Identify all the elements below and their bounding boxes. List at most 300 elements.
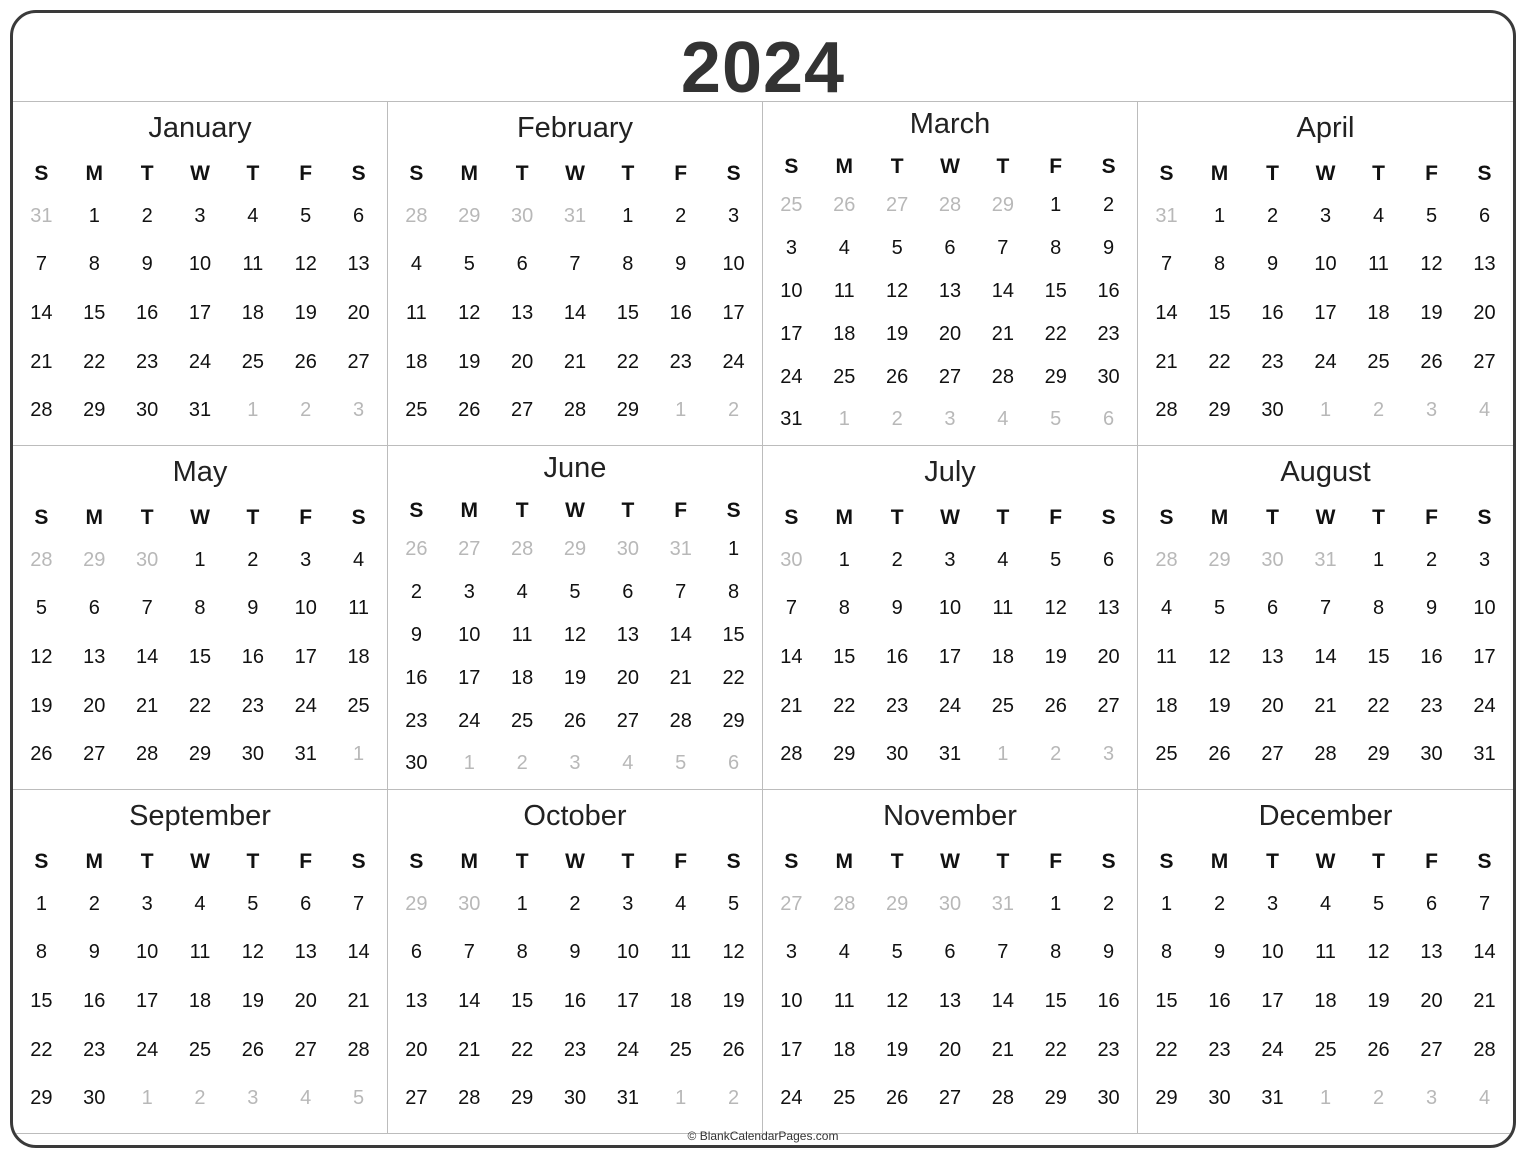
weekday-header-row [1140, 500, 1511, 536]
adjacent-month-day: 1 [463, 752, 475, 775]
day-cell: 1 [1213, 204, 1226, 227]
day-cell: 22 [188, 694, 212, 717]
week-row [15, 682, 385, 731]
day-cell: 2 [569, 892, 581, 915]
day-cell: 12 [886, 279, 909, 302]
week-row [765, 184, 1135, 227]
adjacent-month-day: 29 [405, 892, 428, 915]
adjacent-month-day: 30 [458, 892, 481, 915]
day-cell: 26 [1044, 694, 1067, 717]
adjacent-month-day: 31 [30, 204, 53, 227]
day-cell: 13 [511, 301, 534, 324]
weekday-label: W [940, 850, 960, 873]
day-cell: 29 [1155, 1087, 1178, 1110]
weekday-header-row [765, 150, 1135, 184]
week-row [1140, 585, 1511, 634]
day-cell: 12 [886, 989, 909, 1012]
weekday-label: M [835, 155, 854, 178]
week-row [390, 614, 760, 657]
day-cell: 24 [1261, 1038, 1284, 1061]
weekday-label: S [351, 162, 366, 185]
adjacent-month-day: 29 [886, 892, 909, 915]
weekday-label: T [1266, 850, 1279, 873]
day-cell: 19 [458, 350, 481, 373]
day-cell: 29 [511, 1087, 534, 1110]
day-cell: 16 [405, 666, 428, 689]
week-row [1140, 977, 1511, 1026]
weekday-label: F [1049, 155, 1063, 178]
day-cell: 31 [294, 743, 317, 766]
day-cell: 14 [563, 301, 587, 324]
day-cell: 19 [886, 322, 909, 345]
day-cell: 26 [1208, 743, 1231, 766]
day-cell: 23 [1097, 322, 1120, 345]
day-cell: 21 [1314, 694, 1337, 717]
weekday-label: M [460, 499, 479, 522]
week-row [765, 398, 1135, 441]
day-cell: 7 [1319, 597, 1332, 620]
weekday-label: T [996, 155, 1010, 178]
week-row [765, 633, 1135, 682]
day-cell: 18 [1314, 989, 1337, 1012]
day-cell: 26 [30, 743, 53, 766]
adjacent-month-day: 4 [997, 408, 1009, 431]
day-cell: 30 [1420, 743, 1443, 766]
day-cell: 3 [785, 236, 797, 259]
day-cell: 20 [616, 666, 639, 689]
day-cell: 18 [1155, 694, 1178, 717]
day-cell: 27 [938, 1087, 962, 1110]
day-cell: 21 [991, 322, 1014, 345]
day-cell: 16 [563, 989, 587, 1012]
day-cell: 1 [1050, 193, 1062, 216]
day-cell: 2 [1266, 204, 1279, 227]
week-row [15, 585, 385, 634]
week-row [390, 241, 760, 290]
day-cell: 25 [833, 1087, 856, 1110]
day-cell: 4 [247, 204, 259, 227]
day-cell: 17 [188, 301, 212, 324]
adjacent-month-day: 3 [1425, 1087, 1438, 1110]
adjacent-month-day: 3 [944, 408, 956, 431]
weekday-label: S [1477, 506, 1492, 529]
day-cell: 19 [1044, 645, 1067, 668]
weekday-label: S [351, 506, 366, 529]
day-cell: 19 [241, 989, 264, 1012]
day-cell: 27 [347, 350, 370, 373]
day-cell: 10 [722, 253, 745, 276]
day-cell: 4 [838, 236, 850, 259]
month-july [763, 446, 1138, 790]
day-cell: 2 [88, 892, 100, 915]
day-cell: 30 [405, 752, 428, 775]
day-cell: 19 [30, 694, 53, 717]
day-cell: 31 [188, 399, 212, 422]
day-cell: 2 [675, 204, 687, 227]
day-cell: 10 [1473, 597, 1496, 620]
day-cell: 6 [944, 236, 956, 259]
adjacent-month-day: 3 [247, 1087, 259, 1110]
day-cell: 19 [722, 989, 745, 1012]
weekday-label: S [726, 850, 741, 873]
day-cell: 6 [300, 892, 312, 915]
day-cell: 8 [1050, 236, 1062, 259]
adjacent-month-day: 1 [675, 399, 687, 422]
day-cell: 28 [1155, 399, 1178, 422]
day-cell: 14 [30, 301, 53, 324]
day-cell: 27 [1420, 1038, 1443, 1061]
day-cell: 10 [938, 597, 962, 620]
adjacent-month-day: 27 [458, 537, 481, 560]
adjacent-month-day: 5 [675, 752, 687, 775]
day-cell: 29 [1367, 743, 1390, 766]
adjacent-month-day: 1 [997, 743, 1009, 766]
day-cell: 6 [410, 941, 422, 964]
weekday-label: S [1101, 155, 1116, 178]
day-cell: 3 [728, 204, 740, 227]
week-row [1140, 289, 1511, 338]
day-cell: 2 [141, 204, 153, 227]
day-cell: 11 [833, 279, 855, 302]
month-march [763, 102, 1138, 446]
day-cell: 4 [1160, 597, 1173, 620]
adjacent-month-day: 28 [938, 193, 962, 216]
day-cell: 7 [141, 597, 153, 620]
weekday-label: M [460, 850, 479, 873]
adjacent-month-day: 4 [1478, 1087, 1491, 1110]
day-cell: 15 [616, 301, 639, 324]
adjacent-month-day: 2 [891, 408, 903, 431]
weekday-label: F [674, 499, 688, 522]
adjacent-month-day: 26 [833, 193, 856, 216]
week-row [390, 192, 760, 241]
day-cell: 20 [1261, 694, 1284, 717]
day-cell: 28 [991, 1087, 1014, 1110]
month-may [13, 446, 388, 790]
day-cell: 1 [88, 204, 100, 227]
day-cell: 20 [347, 301, 370, 324]
week-row [765, 356, 1135, 399]
weekday-header-row [1140, 844, 1511, 880]
day-cell: 21 [1155, 350, 1178, 373]
week-row [15, 241, 385, 290]
weekday-label: F [1425, 850, 1438, 873]
adjacent-month-day: 4 [1478, 399, 1491, 422]
day-cell: 28 [347, 1038, 370, 1061]
day-cell: 20 [1473, 301, 1496, 324]
weekday-label: W [565, 850, 585, 873]
day-cell: 4 [675, 892, 687, 915]
day-cell: 14 [1473, 941, 1496, 964]
weekday-header-row [390, 494, 760, 528]
month-name: June [543, 452, 607, 484]
day-cell: 5 [1372, 892, 1385, 915]
day-cell: 5 [1425, 204, 1438, 227]
day-cell: 17 [938, 645, 962, 668]
month-name: December [1258, 800, 1393, 832]
week-row [390, 700, 760, 743]
weekday-label: F [674, 850, 688, 873]
weekday-label: W [190, 850, 210, 873]
day-cell: 15 [1155, 989, 1178, 1012]
day-cell: 3 [1266, 892, 1279, 915]
day-cell: 14 [347, 941, 370, 964]
day-cell: 31 [780, 408, 803, 431]
adjacent-month-day: 28 [511, 537, 534, 560]
day-cell: 24 [722, 350, 745, 373]
day-cell: 29 [1044, 365, 1067, 388]
day-cell: 5 [463, 253, 475, 276]
weekday-label: T [1372, 506, 1385, 529]
month-name: September [129, 800, 271, 832]
day-cell: 27 [511, 399, 534, 422]
day-cell: 6 [88, 597, 100, 620]
day-cell: 25 [669, 1038, 692, 1061]
weekday-label: F [1049, 506, 1063, 529]
day-cell: 1 [1160, 892, 1173, 915]
day-cell: 4 [1319, 892, 1332, 915]
day-cell: 5 [891, 236, 903, 259]
week-row [765, 536, 1135, 585]
day-cell: 23 [405, 709, 428, 732]
weekday-header-row [15, 844, 385, 880]
day-cell: 13 [938, 279, 962, 302]
week-row [765, 929, 1135, 978]
day-cell: 27 [938, 365, 962, 388]
week-row [765, 585, 1135, 634]
adjacent-month-day: 29 [991, 193, 1014, 216]
day-cell: 12 [241, 941, 264, 964]
weekday-label: M [85, 162, 104, 185]
week-row [390, 386, 760, 435]
day-cell: 2 [891, 548, 903, 571]
day-cell: 28 [1314, 743, 1337, 766]
adjacent-month-day: 28 [405, 204, 428, 227]
day-cell: 6 [516, 253, 528, 276]
day-cell: 8 [88, 253, 100, 276]
day-cell: 23 [83, 1038, 106, 1061]
weekday-header-row [390, 156, 760, 192]
day-cell: 26 [1367, 1038, 1390, 1061]
day-cell: 16 [1208, 989, 1231, 1012]
adjacent-month-day: 28 [1155, 548, 1178, 571]
adjacent-month-day: 1 [675, 1087, 687, 1110]
day-cell: 25 [833, 365, 856, 388]
weekday-label: W [565, 162, 585, 185]
day-cell: 29 [30, 1087, 53, 1110]
day-cell: 22 [1044, 322, 1067, 345]
adjacent-month-day: 31 [669, 537, 692, 560]
weekday-label: S [1101, 506, 1116, 529]
day-cell: 25 [1314, 1038, 1337, 1061]
day-cell: 14 [780, 645, 803, 668]
day-cell: 16 [83, 989, 106, 1012]
weekday-label: T [246, 506, 260, 529]
adjacent-month-day: 2 [1372, 399, 1385, 422]
day-cell: 7 [463, 941, 475, 964]
weekday-label: S [726, 162, 741, 185]
day-cell: 25 [1155, 743, 1178, 766]
day-cell: 25 [405, 399, 428, 422]
weekday-label: M [85, 850, 104, 873]
weekday-label: S [784, 506, 799, 529]
adjacent-month-day: 27 [780, 892, 803, 915]
day-cell: 26 [241, 1038, 264, 1061]
week-row [390, 657, 760, 700]
day-cell: 18 [1367, 301, 1390, 324]
day-cell: 15 [1367, 645, 1390, 668]
day-cell: 18 [669, 989, 692, 1012]
day-cell: 3 [785, 941, 797, 964]
adjacent-month-day: 2 [1050, 743, 1062, 766]
weekday-label: S [784, 155, 799, 178]
day-cell: 2 [1103, 193, 1115, 216]
weekday-label: F [1049, 850, 1063, 873]
day-cell: 21 [136, 694, 159, 717]
weekday-label: T [890, 850, 904, 873]
day-cell: 14 [458, 989, 481, 1012]
day-cell: 14 [136, 645, 159, 668]
weekday-label: S [1477, 850, 1492, 873]
day-cell: 5 [35, 597, 47, 620]
weekday-label: T [1266, 506, 1279, 529]
day-cell: 17 [1261, 989, 1284, 1012]
weekday-label: W [1315, 506, 1336, 529]
day-cell: 30 [241, 743, 264, 766]
weekday-header-row [1140, 156, 1511, 192]
week-row [765, 313, 1135, 356]
weekday-label: T [890, 155, 904, 178]
day-cell: 9 [247, 597, 259, 620]
adjacent-month-day: 31 [1314, 548, 1337, 571]
day-cell: 11 [242, 253, 264, 276]
weekday-header-row [390, 844, 760, 880]
day-cell: 29 [833, 743, 856, 766]
week-row [765, 977, 1135, 1026]
day-cell: 11 [833, 989, 855, 1012]
day-cell: 11 [1368, 253, 1389, 276]
day-cell: 13 [405, 989, 428, 1012]
day-cell: 4 [997, 548, 1009, 571]
weekday-label: T [621, 499, 635, 522]
month-name: April [1296, 112, 1355, 144]
day-cell: 24 [780, 365, 803, 388]
weekday-label: F [299, 506, 313, 529]
adjacent-month-day: 6 [728, 752, 740, 775]
day-cell: 10 [780, 989, 803, 1012]
day-cell: 12 [30, 645, 53, 668]
day-cell: 6 [1266, 597, 1279, 620]
weekday-label: S [409, 850, 424, 873]
day-cell: 27 [405, 1087, 428, 1110]
week-row [1140, 880, 1511, 929]
day-cell: 13 [294, 941, 317, 964]
weekday-label: W [940, 506, 960, 529]
day-cell: 27 [83, 743, 106, 766]
weekday-label: M [85, 506, 104, 529]
weekday-label: T [140, 506, 154, 529]
day-cell: 1 [35, 892, 47, 915]
weekday-label: S [1477, 162, 1492, 185]
week-row [1140, 192, 1511, 241]
week-row [390, 742, 760, 785]
day-cell: 30 [136, 399, 159, 422]
day-cell: 8 [194, 597, 206, 620]
weekday-label: M [1210, 850, 1229, 873]
adjacent-month-day: 30 [136, 548, 159, 571]
week-row [390, 880, 760, 929]
day-cell: 23 [1261, 350, 1284, 373]
day-cell: 8 [838, 597, 850, 620]
day-cell: 2 [410, 580, 422, 603]
day-cell: 7 [569, 253, 581, 276]
day-cell: 26 [886, 1087, 909, 1110]
day-cell: 25 [347, 694, 370, 717]
day-cell: 11 [670, 941, 692, 964]
day-cell: 26 [1420, 350, 1443, 373]
week-row [15, 289, 385, 338]
weekday-label: W [190, 162, 210, 185]
week-row [15, 633, 385, 682]
day-cell: 16 [1097, 989, 1120, 1012]
weekday-label: M [1210, 506, 1229, 529]
day-cell: 16 [1097, 279, 1120, 302]
day-cell: 29 [83, 399, 106, 422]
weekday-header-row [15, 156, 385, 192]
day-cell: 9 [88, 941, 100, 964]
adjacent-month-day: 31 [1155, 204, 1178, 227]
weekday-label: S [409, 162, 424, 185]
day-cell: 27 [294, 1038, 317, 1061]
weekday-label: S [784, 850, 799, 873]
day-cell: 20 [405, 1038, 428, 1061]
weekday-label: W [940, 155, 960, 178]
day-cell: 28 [991, 365, 1014, 388]
day-cell: 16 [886, 645, 909, 668]
weekday-label: F [1425, 506, 1438, 529]
adjacent-month-day: 1 [141, 1087, 153, 1110]
day-cell: 3 [1478, 548, 1491, 571]
day-cell: 3 [300, 548, 312, 571]
day-cell: 12 [1420, 253, 1443, 276]
week-row [390, 338, 760, 387]
week-row [1140, 386, 1511, 435]
weekday-label: S [34, 506, 49, 529]
weekday-label: S [1101, 850, 1116, 873]
day-cell: 6 [1103, 548, 1115, 571]
day-cell: 2 [1213, 892, 1226, 915]
adjacent-month-day: 4 [622, 752, 634, 775]
day-cell: 8 [728, 580, 740, 603]
day-cell: 30 [1097, 1087, 1120, 1110]
day-cell: 23 [241, 694, 264, 717]
week-row [390, 528, 760, 571]
day-cell: 29 [1044, 1087, 1067, 1110]
day-cell: 21 [991, 1038, 1014, 1061]
day-cell: 8 [622, 253, 634, 276]
week-row [765, 1074, 1135, 1123]
day-cell: 28 [669, 709, 692, 732]
adjacent-month-day: 29 [1208, 548, 1231, 571]
weekday-label: T [515, 499, 529, 522]
day-cell: 6 [944, 941, 956, 964]
weekday-label: T [890, 506, 904, 529]
weekday-label: F [299, 850, 313, 873]
day-cell: 10 [1261, 941, 1284, 964]
adjacent-month-day: 30 [616, 537, 639, 560]
day-cell: 22 [616, 350, 639, 373]
day-cell: 24 [780, 1087, 803, 1110]
